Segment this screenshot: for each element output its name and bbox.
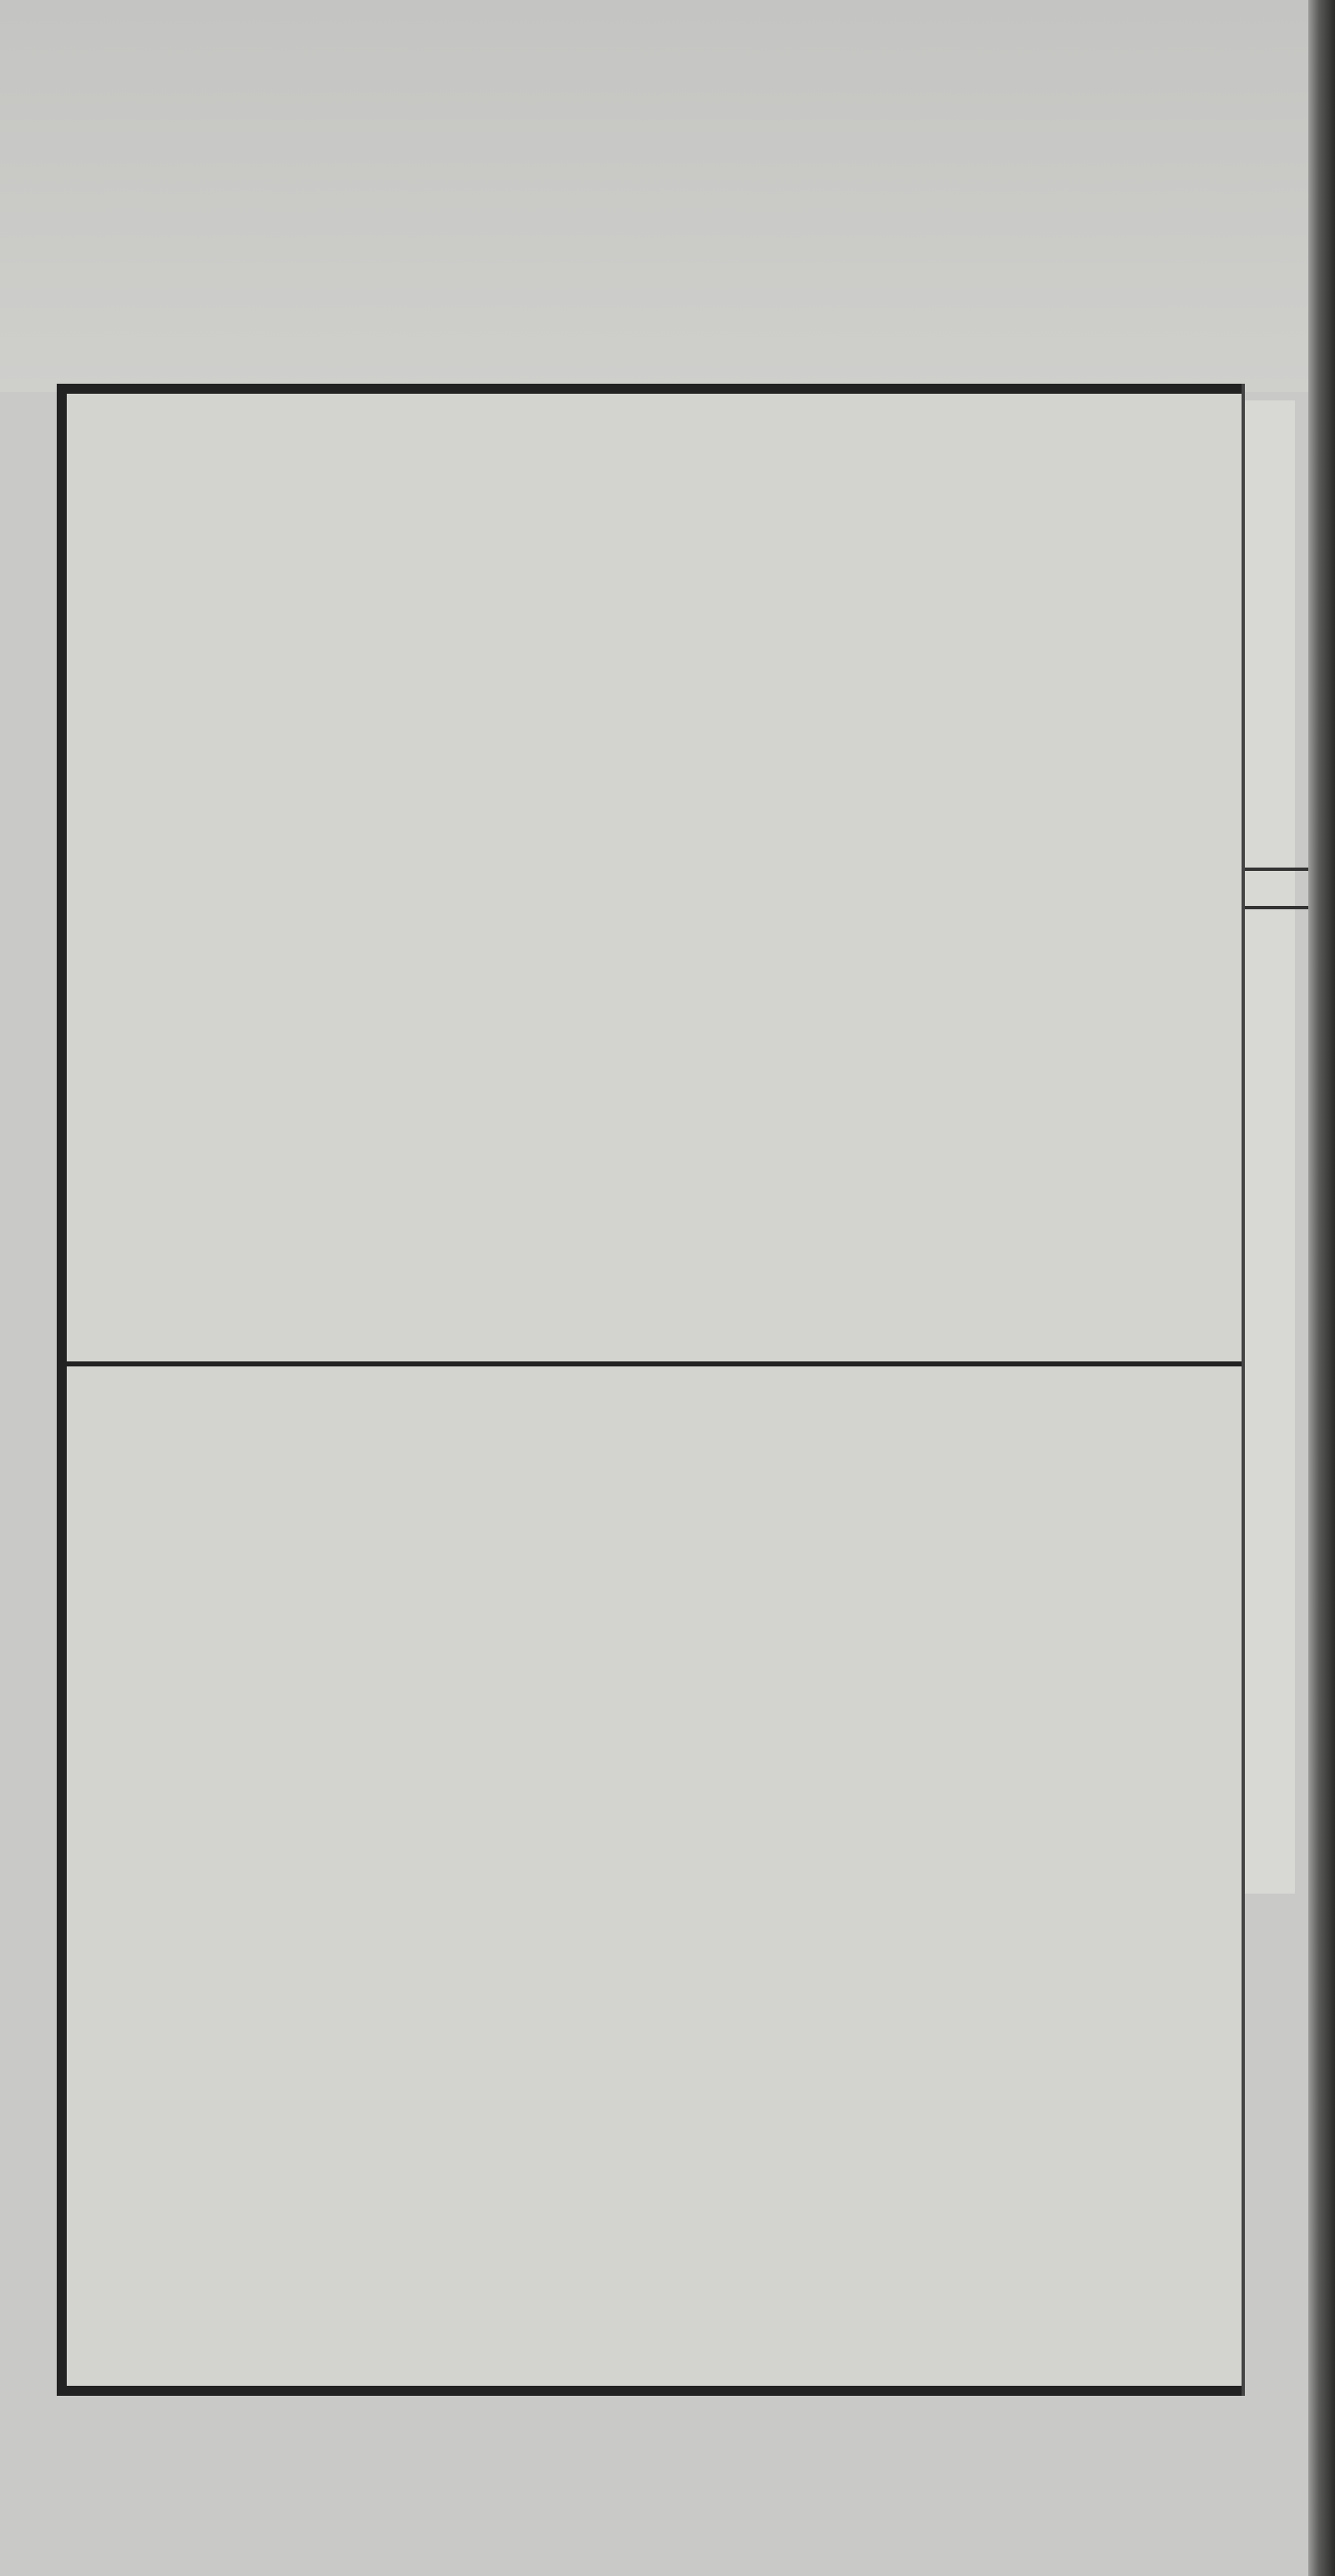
panel-divider bbox=[67, 1361, 1242, 1366]
fish-tail-mark bbox=[1245, 868, 1308, 909]
margin-strip bbox=[1245, 400, 1295, 1894]
book-edge bbox=[1308, 0, 1335, 2576]
page-frame bbox=[57, 384, 1242, 2396]
upper-blank-paper bbox=[0, 0, 1335, 392]
